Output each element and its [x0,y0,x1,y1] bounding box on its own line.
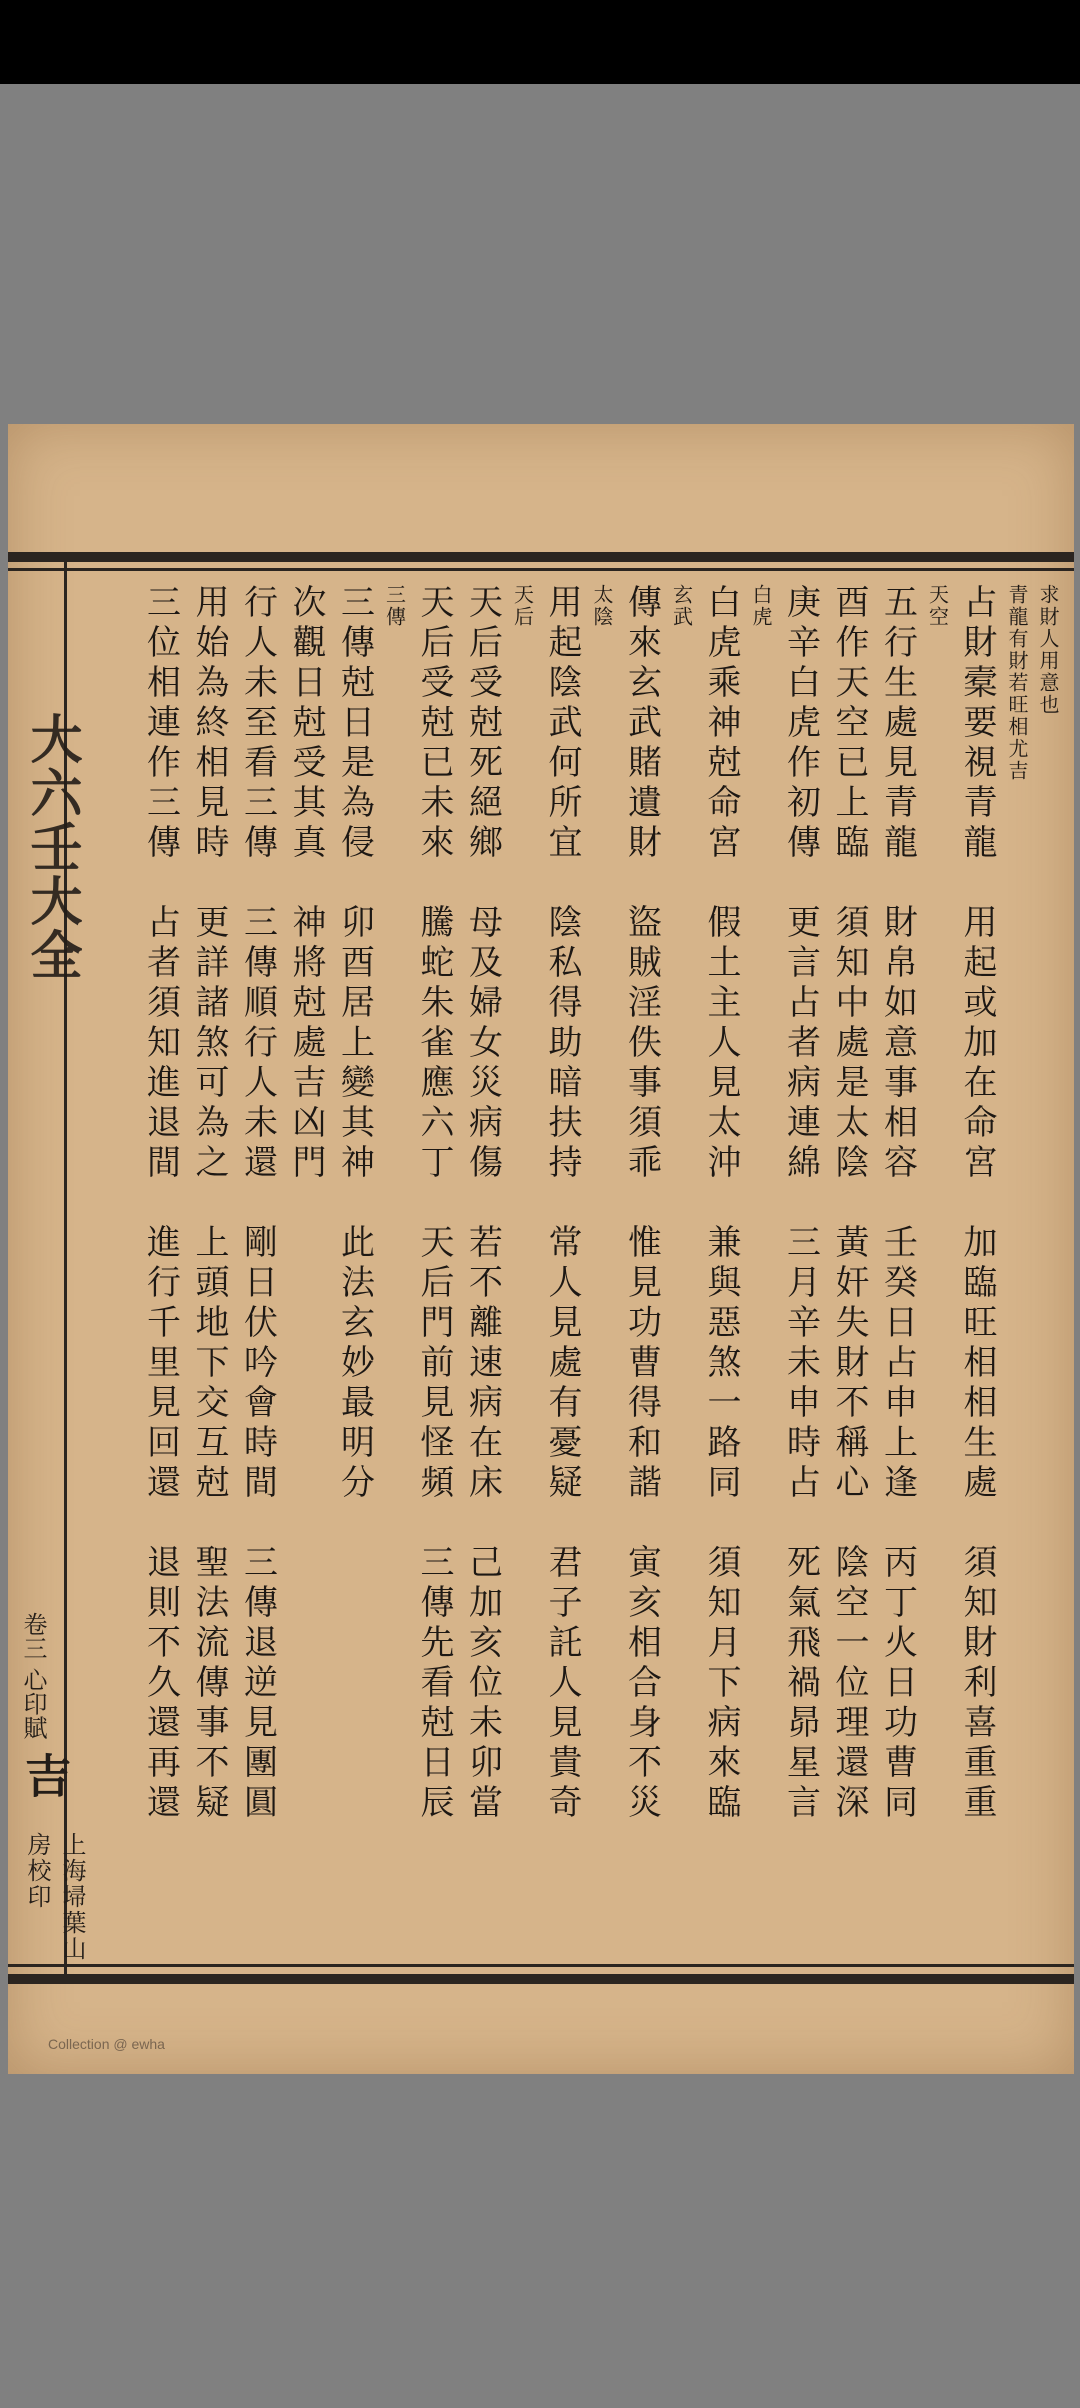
text-column: 用始為終相見時 更詳諸煞可為之 上頭地下交互尅 聖法流傳事不疑 [189,584,229,1824]
text-column: 占財槖要視青龍 用起或加在命宮 加臨旺相相生處 須知財利喜重重 [957,584,997,1824]
text-column: 行人未至看三傳 三傳順行人未還 剛日伏吟會時間 三傳退逆見團圓 [237,584,278,1824]
text-column: 三傳尅日是為侵 卯酉居上變其神 此法玄妙最明分 [334,584,375,1504]
margin-title-band [8,552,86,1984]
text-column: 白虎乘神尅命宮 假土主人見太沖 兼與惡煞一路同 須知月下病來臨 [701,584,741,1824]
annotation-column: 求財人用意也 [1036,584,1060,716]
annotation-column: 天空 [925,584,950,628]
bottom-border-thin [8,1964,1074,1967]
text-column: 庚辛白虎作初傳 更言占者病連綿 三月辛未申時占 死氣飛禍昴星言 [780,584,821,1824]
text-column: 天后受尅死絕鄉 母及婦女災病傷 若不離速病在床 己加亥位未卯當 [462,584,503,1824]
publisher-imprint: 上海埽葉山房校印 [23,1832,86,1962]
annotation-column: 三傳 [382,584,407,628]
text-column: 傳來玄武賭遺財 盜賊淫佚事須乖 惟見功曹得和諧 寅亥相合身不災 [621,584,662,1824]
text-column: 天后受尅已未來 騰蛇朱雀應六丁 天后門前見怪頻 三傳先看尅日辰 [414,584,454,1824]
collection-watermark: Collection @ ewha [48,2036,165,2052]
annotation-column: 天后 [510,584,535,628]
top-border-thin [8,568,1074,571]
scanned-book-page[interactable] [8,424,1074,2074]
bottom-border-thick [8,1974,1074,1984]
text-column: 酉作天空已上臨 須知中處是太陰 黃奸失財不稱心 陰空一位理還深 [829,584,869,1824]
annotation-column: 玄武 [669,584,694,628]
image-viewer[interactable] [0,84,1080,2408]
book-title: 大六壬大全 [21,712,82,982]
annotation-column: 青龍有財若旺相尤吉 [1005,584,1029,782]
page-number: 吉 [18,1752,72,1798]
text-column: 用起陰武何所宜 陰私得助暗扶持 常人見處有憂疑 君子託人見貴奇 [542,584,582,1824]
text-column: 三位相連作三傳 占者須知進退間 進行千里見回還 退則不久還再還 [140,584,181,1824]
status-bar [0,0,1080,84]
text-column: 次觀日尅受其真 神將尅處吉凶門 [286,584,326,1184]
text-column: 五行生處見青龍 財帛如意事相容 壬癸日占申上逢 丙丁火日功曹同 [877,584,918,1824]
text-columns [70,584,1060,1954]
top-border-thick [8,552,1074,562]
chapter-label: 卷三 心印賦 [19,1612,47,1740]
annotation-column: 白虎 [749,584,773,628]
annotation-column: 太陰 [590,584,614,628]
